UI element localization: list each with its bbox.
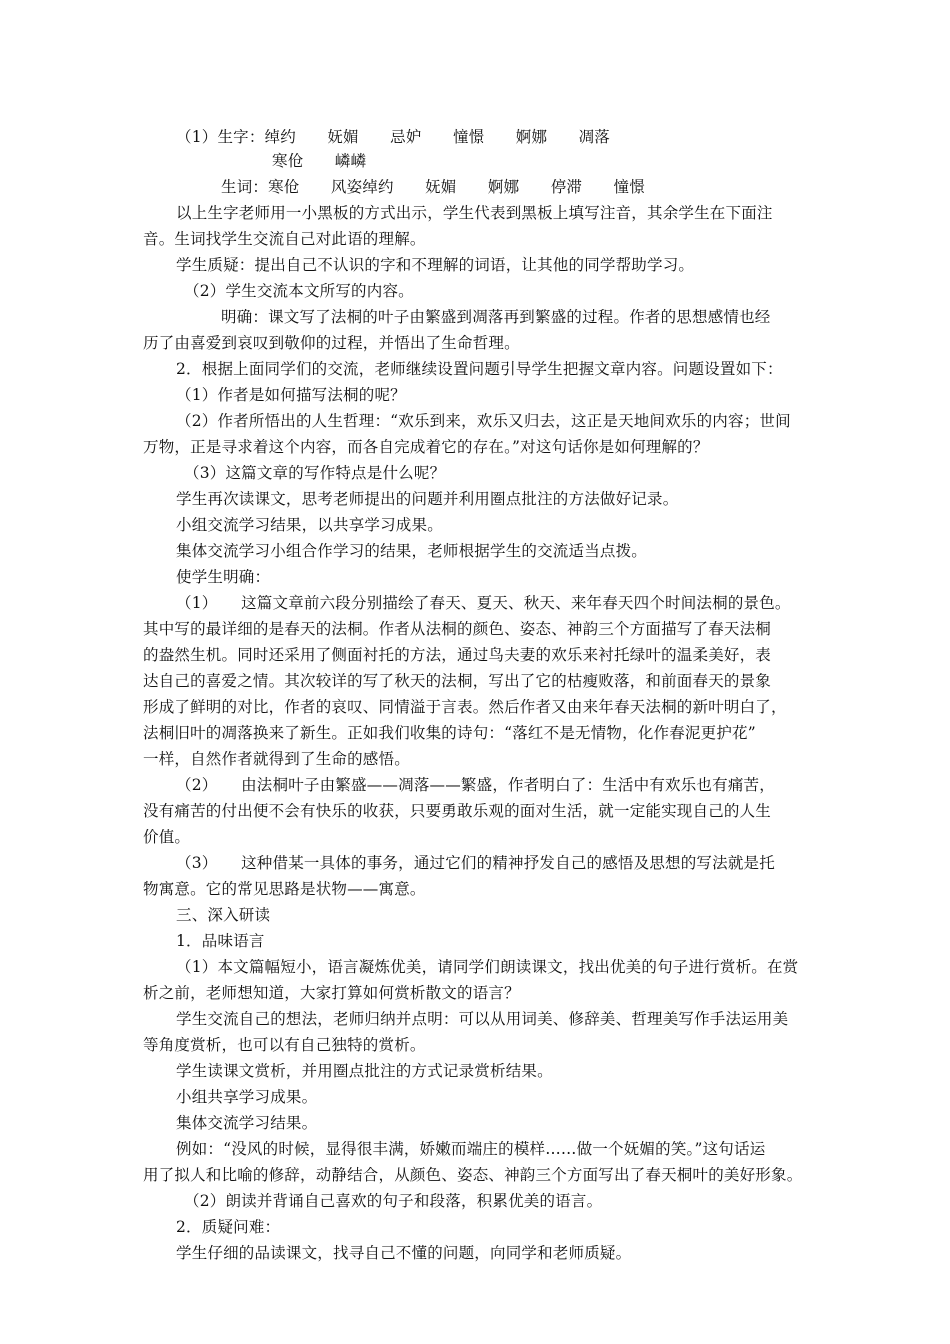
text-line: （3）这篇文章的写作特点是什么呢？ (184, 464, 446, 482)
text-line: 形成了鲜明的对比，作者的哀叹、同情溢于言表。然后作者又由来年春天法桐的新叶明白了， (143, 698, 787, 716)
text-line: 明确：课文写了法桐的叶子由繁盛到凋落再到繁盛的过程。作者的思想感情也经 (221, 308, 771, 326)
text-line: （2） 由法桐叶子由繁盛——凋落——繁盛，作者明白了：生活中有欢乐也有痛苦， (176, 776, 775, 794)
text-line: 集体交流学习小组合作学习的结果，老师根据学生的交流适当点拨。 (176, 542, 648, 560)
text-line: （3） 这种借某一具体的事务，通过它们的精神抒发自己的感悟及思想的写法就是托 (176, 854, 775, 872)
text-line: 学生质疑：提出自己不认识的字和不理解的词语，让其他的同学帮助学习。 (176, 256, 695, 274)
text-line: 1．品味语言 (176, 932, 265, 950)
text-line: 生词：寒伧 风姿绰约 妩媚 婀娜 停滞 憧憬 (221, 178, 645, 196)
text-line: 没有痛苦的付出便不会有快乐的收获，只要勇敢乐观的面对生活，就一定能实现自己的人生 (143, 802, 772, 820)
text-line: 小组共享学习成果。 (176, 1088, 318, 1106)
text-line: 法桐旧叶的凋落换来了新生。正如我们收集的诗句：“落红不是无情物，化作春泥更护花” (143, 724, 756, 742)
text-line: （2）朗读并背诵自己喜欢的句子和段落，积累优美的语言。 (184, 1192, 603, 1210)
text-line: 价值。 (143, 828, 191, 846)
text-line: 的盎然生机。同时还采用了侧面衬托的方法，通过鸟夫妻的欢乐来衬托绿叶的温柔美好，表 (143, 646, 772, 664)
text-line: 三、深入研读 (176, 906, 271, 924)
text-line: 用了拟人和比喻的修辞，动静结合，从颜色、姿态、神韵三个方面写出了春天桐叶的美好形象。 (143, 1166, 803, 1184)
text-line: 析之前，老师想知道，大家打算如何赏析散文的语言？ (143, 984, 520, 1002)
text-line: 其中写的最详细的是春天的法桐。作者从法桐的颜色、姿态、神韵三个方面描写了春天法桐 (143, 620, 772, 638)
text-line: 学生交流自己的想法，老师归纳并点明：可以从用词美、修辞美、哲理美写作手法运用美 (176, 1010, 789, 1028)
text-line: 学生读课文赏析，并用圈点批注的方式记录赏析结果。 (176, 1062, 553, 1080)
text-line: 达自己的喜爱之情。其次较详的写了秋天的法桐，写出了它的枯瘦败落，和前面春天的景象 (143, 672, 772, 690)
text-line: 历了由喜爱到哀叹到敬仰的过程，并悟出了生命哲理。 (143, 334, 520, 352)
text-line: 学生仔细的品读课文，找寻自己不懂的问题，向同学和老师质疑。 (176, 1244, 632, 1262)
text-line: 例如：“没风的时候，显得很丰满，娇嫩而端庄的模样……做一个妩媚的笑。”这句话运 (176, 1140, 766, 1158)
text-line: 寒伧 嶙嶙 (272, 152, 367, 170)
text-line: 音。生词找学生交流自己对此语的理解。 (143, 230, 426, 248)
text-line: 学生再次读课文，思考老师提出的问题并利用圈点批注的方法做好记录。 (176, 490, 679, 508)
text-line: 使学生明确： (176, 568, 271, 586)
text-line: 物寓意。它的常见思路是状物——寓意。 (143, 880, 426, 898)
text-line: 集体交流学习结果。 (176, 1114, 318, 1132)
text-line: 一样，自然作者就得到了生命的感悟。 (143, 750, 410, 768)
text-line: 等角度赏析，也可以有自己独特的赏析。 (143, 1036, 426, 1054)
text-line: 2．质疑问难： (176, 1218, 281, 1236)
text-line: 万物，正是寻求着这个内容，而各自完成着它的存在。”对这句话你是如何理解的？ (143, 438, 709, 456)
text-line: （2）作者所悟出的人生哲理：“欢乐到来，欢乐又归去，这正是天地间欢乐的内容；世间 (176, 412, 791, 430)
text-line: （1）生字：绰约 妩媚 忌妒 憧憬 婀娜 凋落 (176, 128, 610, 146)
text-line: （1）作者是如何描写法桐的呢？ (176, 386, 406, 404)
text-line: （1） 这篇文章前六段分别描绘了春天、夏天、秋天、来年春天四个时间法桐的景色。 (176, 594, 791, 612)
text-line: （2）学生交流本文所写的内容。 (184, 282, 414, 300)
text-line: 以上生字老师用一小黑板的方式出示，学生代表到黑板上填写注音，其余学生在下面注 (176, 204, 773, 222)
text-line: 小组交流学习结果，以共享学习成果。 (176, 516, 443, 534)
text-line: 2．根据上面同学们的交流，老师继续设置问题引导学生把握文章内容。问题设置如下： (176, 360, 783, 378)
text-line: （1）本文篇幅短小，语言凝炼优美，请同学们朗读课文，找出优美的句子进行赏析。在赏 (176, 958, 799, 976)
